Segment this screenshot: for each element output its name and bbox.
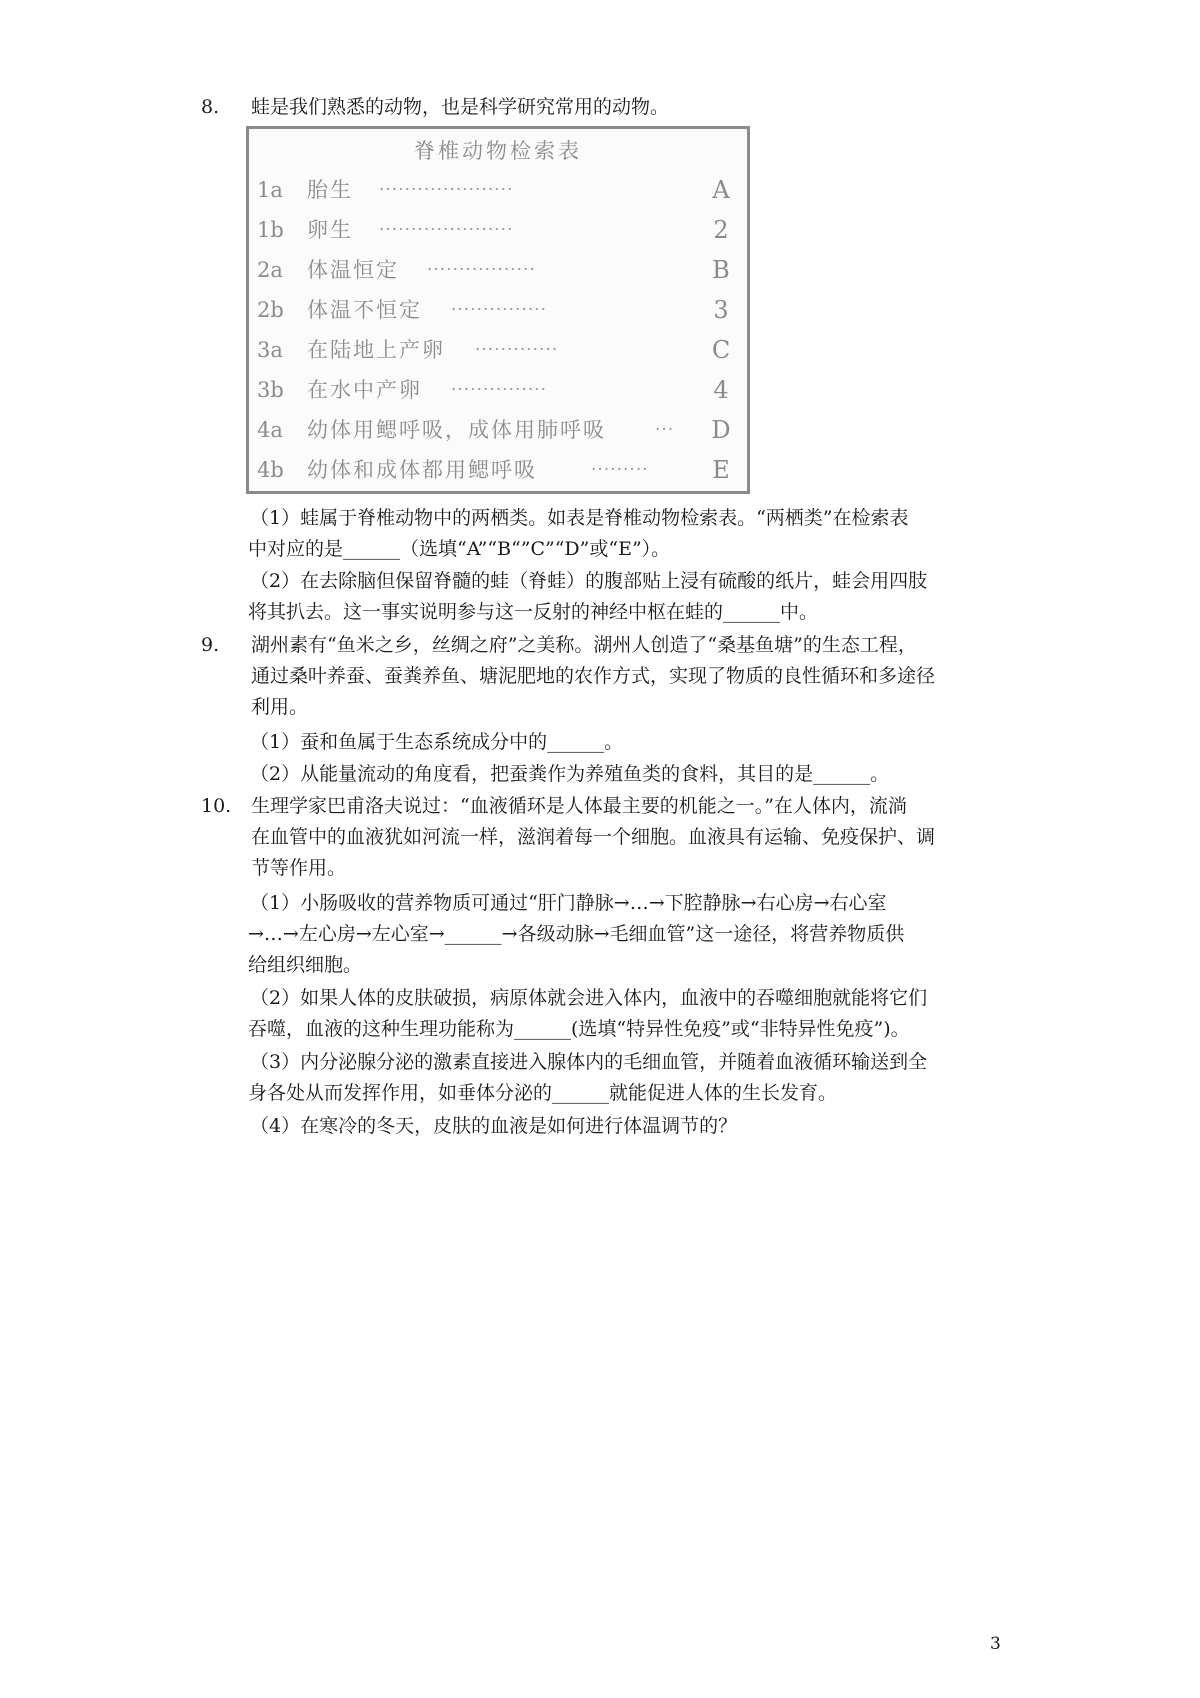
question-10-part-2 <box>250 983 1040 1045</box>
key-result: B <box>712 256 730 284</box>
text-line: 中对应的是______（选填“A”“B“”C”“D”或“E”）。 <box>248 538 671 560</box>
key-result: E <box>712 456 730 484</box>
question-number: 9. <box>201 634 220 656</box>
key-result: 4 <box>713 376 729 404</box>
key-row <box>257 373 741 407</box>
key-dots: ········· <box>591 460 649 480</box>
text-line: （1）小肠吸收的营养物质可通过“肝门静脉→…→下腔静脉→右心房→右心室 <box>250 892 887 914</box>
key-result: 3 <box>713 296 729 324</box>
question-10-part-3 <box>250 1047 1040 1109</box>
question-10-part-1 <box>250 888 1040 981</box>
key-dots: ················· <box>427 260 536 280</box>
text-line: 利用。 <box>251 696 309 718</box>
question-stem <box>251 791 1033 884</box>
key-result: A <box>712 176 730 204</box>
key-code: 4a <box>257 418 283 442</box>
text-line: 给组织细胞。 <box>248 954 363 976</box>
question-9-part-1: （1）蚕和鱼属于生态系统成分中的______。 <box>250 731 624 753</box>
key-dots: ··· <box>655 420 675 440</box>
key-row <box>257 333 741 367</box>
question-stem <box>251 630 1033 723</box>
vertebrate-key-table <box>246 126 750 494</box>
text-line: 在血管中的血液犹如河流一样，滋润着每一个细胞。血液具有运输、免疫保护、调 <box>251 826 936 848</box>
question-number: 8. <box>201 96 220 118</box>
key-table-title: 脊椎动物检索表 <box>414 139 582 163</box>
key-row <box>257 173 741 207</box>
key-text: 卵生 <box>307 218 353 242</box>
text-line: （1）蛙属于脊椎动物中的两栖类。如表是脊椎动物检索表。“两栖类”在检索表 <box>250 507 909 529</box>
question-9-part-2: （2）从能量流动的角度看，把蚕粪作为养殖鱼类的食料，其目的是______。 <box>250 763 890 785</box>
key-text: 在陆地上产卵 <box>307 338 445 362</box>
key-code: 4b <box>257 458 284 482</box>
key-text: 胎生 <box>307 178 353 202</box>
key-row <box>257 413 741 447</box>
key-code: 1a <box>257 178 283 202</box>
question-9 <box>203 630 1033 723</box>
page-number: 3 <box>990 1634 1001 1654</box>
key-text: 幼体用鳃呼吸，成体用肺呼吸 <box>307 418 606 442</box>
text-line: 吞噬，血液的这种生理功能称为______(选填“特异性免疫”或“非特异性免疫”)。 <box>248 1018 910 1040</box>
key-row <box>257 253 741 287</box>
question-number: 10. <box>201 795 232 817</box>
key-code: 2b <box>257 298 284 322</box>
key-code: 2a <box>257 258 283 282</box>
key-row <box>257 213 741 247</box>
text-line: 节等作用。 <box>251 857 347 879</box>
text-line: 通过桑叶养蚕、蚕粪养鱼、塘泥肥地的农作方式，实现了物质的良性循环和多途径 <box>251 665 936 687</box>
key-dots: ··············· <box>451 300 548 320</box>
key-text: 体温恒定 <box>307 258 399 282</box>
text-line: 湖州素有“鱼米之乡，丝绸之府”之美称。湖州人创造了“桑基鱼塘”的生态工程， <box>251 634 917 656</box>
key-result: D <box>711 416 731 444</box>
question-stem: 蛙是我们熟悉的动物，也是科学研究常用的动物。 <box>251 96 670 118</box>
key-text: 在水中产卵 <box>307 378 422 402</box>
question-8-part-1 <box>250 503 1040 565</box>
key-row <box>257 453 741 487</box>
key-result: C <box>711 336 731 364</box>
text-line: 生理学家巴甫洛夫说过：“血液循环是人体最主要的机能之一。”在人体内，流淌 <box>251 795 907 817</box>
key-dots: ····················· <box>379 180 514 200</box>
question-8-part-2 <box>250 566 1040 628</box>
text-line: →…→左心房→左心室→______→各级动脉→毛细血管”这一途径，将营养物质供 <box>248 923 905 945</box>
text-line: （2）在去除脑但保留脊髓的蛙（脊蛙）的腹部贴上浸有硫酸的纸片，蛙会用四肢 <box>250 570 928 592</box>
key-code: 1b <box>257 218 284 242</box>
key-dots: ····················· <box>379 220 514 240</box>
question-10 <box>203 791 1033 884</box>
key-text: 幼体和成体都用鳃呼吸 <box>307 458 537 482</box>
text-line: （2）如果人体的皮肤破损，病原体就会进入体内，血液中的吞噬细胞就能将它们 <box>250 987 928 1009</box>
key-text: 体温不恒定 <box>307 298 422 322</box>
key-dots: ············· <box>475 340 559 360</box>
key-code: 3b <box>257 378 284 402</box>
key-dots: ··············· <box>451 380 548 400</box>
text-line: 将其扒去。这一事实说明参与这一反射的神经中枢在蛙的______中。 <box>248 601 819 623</box>
text-line: （3）内分泌腺分泌的激素直接进入腺体内的毛细血管，并随着血液循环输送到全 <box>250 1051 928 1073</box>
key-result: 2 <box>713 216 729 244</box>
question-10-part-4: （4）在寒冷的冬天，皮肤的血液是如何进行体温调节的？ <box>250 1115 738 1137</box>
text-line: 身各处从而发挥作用，如垂体分泌的______就能促进人体的生长发育。 <box>248 1082 838 1104</box>
key-row <box>257 293 741 327</box>
question-8 <box>203 92 1033 123</box>
key-code: 3a <box>257 338 283 362</box>
